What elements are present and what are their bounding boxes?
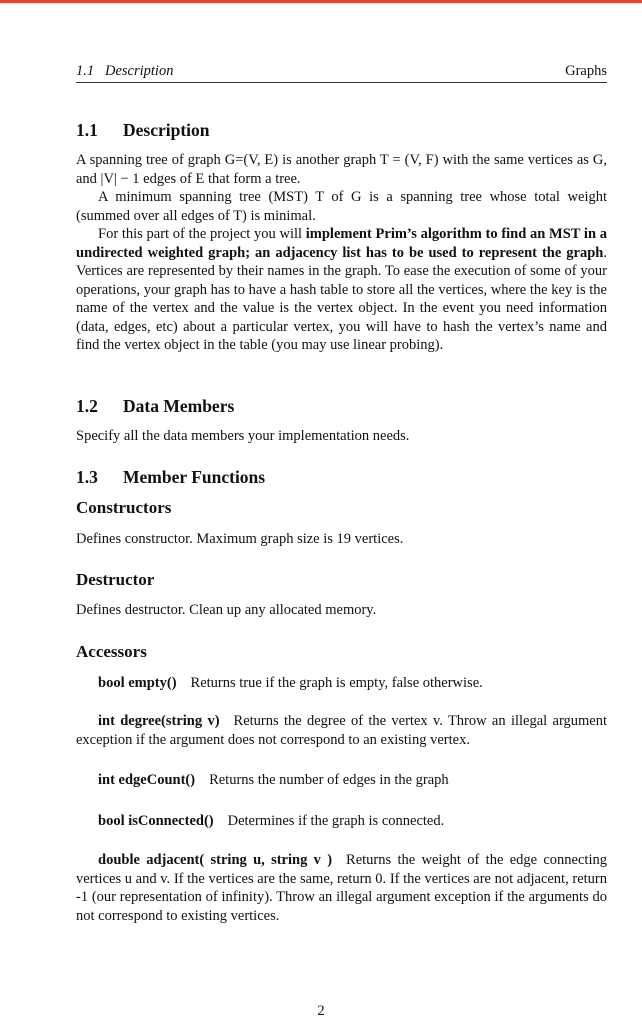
paragraph: Defines constructor. Maximum graph size is 19 vertices. [76,531,404,547]
description-body [76,151,607,355]
section-title: Data Members [123,396,235,416]
function-signature: bool isConnected() [98,813,214,829]
function-description: Returns the weight of the edge connecting vertices u and v. If the vertices are the same, return 0. If the vertices are not adjacent, return -1 (our representation of infinity). Throw an illegal argument exception if the arguments do not correspond to existing vertices. [76,852,607,924]
function-description: Returns the degree of the vertex v. Throw an illegal argument exception if the argument does not correspond to an existing vertex. [76,713,607,748]
subheading-accessors: Accessors [76,642,147,661]
section-title: Member Functions [123,467,266,487]
accessor-item [76,851,607,925]
paragraph: Defines destructor. Clean up any allocated memory. [76,602,377,618]
accessor-item [76,674,607,693]
section-number: 1.1 [76,120,98,140]
paragraph: A minimum spanning tree (MST) T of G is a spanning tree whose total weight (summed over all edges of T) is minimal. [76,189,607,224]
page-number: 2 [317,1003,325,1019]
section-heading-member-functions [76,467,607,488]
section-title: Description [123,120,210,140]
function-description: Returns the number of edges in the graph [209,772,449,788]
accessor-item [76,812,607,831]
window-top-border [0,0,642,3]
section-number: 1.2 [76,396,98,416]
running-header-chapter: Graphs [565,63,607,79]
paragraph: A spanning tree of graph G=(V, E) is another graph T = (V, F) with the same vertices as G, and |V| − 1 edges of E that form a tree. [76,152,607,187]
function-description: Determines if the graph is connected. [227,813,445,829]
section-heading-data-members [76,396,607,417]
function-signature: int degree(string v) [98,713,220,729]
function-description: Returns true if the graph is empty, false otherwise. [190,675,483,691]
subheading-constructors: Constructors [76,498,172,517]
paragraph [76,225,607,355]
text: . Vertices are represented by their names in the graph. To ease the execution of some of your operations, your graph has to have a hash table to store all the vertices, where the key is the name of the vertex and the value is the vertex object. In the event you need information (data, edges, etc) about a particular vertex, you will have to hash the vertex’s name and find the vertex object in the table (you may use linear probing). [76,244,607,353]
running-header [76,63,607,83]
section-heading-description [76,120,607,141]
accessor-item [76,712,607,749]
emphasis-text: implement Prim’s algorithm to find an MST in a undirected weighted graph; an adjacency list has to be used to represent the graph [76,226,607,261]
subheading-destructor: Destructor [76,570,155,589]
accessor-item [76,771,607,790]
section-number: 1.3 [76,467,98,487]
function-signature: double adjacent( string u, string v ) [98,852,333,868]
text: For this part of the project you will [98,226,306,242]
function-signature: bool empty() [98,675,177,691]
paragraph: Specify all the data members your implementation needs. [76,428,410,444]
function-signature: int edgeCount() [98,772,196,788]
running-header-section: 1.1 Description [76,63,174,79]
